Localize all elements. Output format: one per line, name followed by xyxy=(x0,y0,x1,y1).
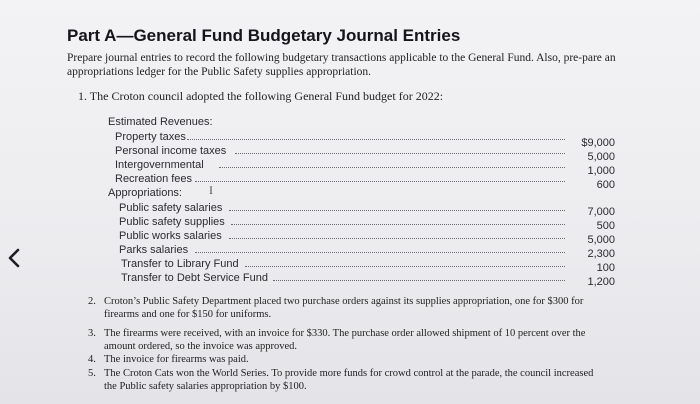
item-number: 4. xyxy=(88,354,96,365)
dot-leader xyxy=(195,181,565,182)
budget-row xyxy=(115,145,615,163)
appropriations-heading: Appropriations: xyxy=(108,187,182,199)
text-cursor-icon: I xyxy=(209,183,213,197)
budget-row-amount: 5,000 xyxy=(587,234,615,246)
budget-row-amount: 600 xyxy=(596,179,615,191)
dot-leader xyxy=(235,153,565,154)
item-text: Croton’s Public Safety Department placed two purchase orders against its supplies appropriation, one for $300 for firearms and one for $150 for uniforms. xyxy=(104,296,584,320)
item-number: 3. xyxy=(88,328,96,339)
dot-leader xyxy=(231,224,565,225)
budget-row xyxy=(119,244,615,260)
item-1-text: 1. The Croton council adopted the following General Fund budget for 2022: xyxy=(78,89,444,103)
budget-table xyxy=(103,112,623,300)
budget-row xyxy=(119,230,615,246)
dot-leader xyxy=(187,139,565,140)
chevron-left-icon xyxy=(6,247,22,269)
budget-row-label: Transfer to Debt Service Fund xyxy=(121,272,268,284)
item-text: The firearms were received, with an invoice for $330. The purchase order allowed shipment of 10 percent over the amount ordered, so the invoice was approved. xyxy=(104,328,586,352)
budget-row xyxy=(121,272,615,288)
item-number: 5. xyxy=(88,368,96,379)
budget-row-amount: 1,000 xyxy=(587,165,615,177)
budget-row xyxy=(119,216,615,232)
budget-row xyxy=(119,202,615,218)
budget-row xyxy=(115,173,615,191)
dot-leader xyxy=(219,167,565,168)
budget-row-amount: 7,000 xyxy=(587,206,615,218)
budget-row-label: Property taxes xyxy=(115,131,186,143)
dot-leader xyxy=(273,280,565,281)
budget-row-label: Public works salaries xyxy=(119,230,222,242)
budget-row xyxy=(121,258,615,274)
budget-row-label: Recreation fees xyxy=(115,173,193,185)
budget-row-amount: 500 xyxy=(596,220,615,232)
dot-leader xyxy=(229,238,565,239)
page-title: Part A—General Fund Budgetary Journal Entries xyxy=(67,26,461,45)
budget-row-amount: $9,000 xyxy=(581,137,615,149)
budget-row-label: Intergovernmental xyxy=(115,159,204,171)
item-number: 2. xyxy=(88,296,96,307)
budget-row xyxy=(115,131,615,149)
budget-row-amount: 100 xyxy=(596,262,615,274)
revenues-heading: Estimated Revenues: xyxy=(108,116,213,128)
item-text: The Croton Cats won the World Series. To provide more funds for crowd control at the parade, the council increased the Public safety salaries appropriation by $100. xyxy=(104,368,594,392)
budget-row-amount: 5,000 xyxy=(587,151,615,163)
budget-row-label: Personal income taxes xyxy=(115,145,227,157)
budget-row xyxy=(115,159,615,177)
dot-leader xyxy=(229,210,565,211)
dot-leader xyxy=(245,266,565,267)
budget-row-label: Public safety salaries xyxy=(119,202,223,214)
back-button[interactable] xyxy=(3,243,25,273)
item-text: The invoice for firearms was paid. xyxy=(104,354,249,365)
instructions-text: Prepare journal entries to record the following budgetary transactions applicable to the General Fund. Also, pre-pare an appropriations ledger for the Public Safety supplies appropriation. xyxy=(67,52,616,78)
budget-row-label: Public safety supplies xyxy=(119,216,225,228)
budget-row-amount: 1,200 xyxy=(587,276,615,288)
dot-leader xyxy=(195,252,565,253)
budget-row-label: Transfer to Library Fund xyxy=(121,258,239,270)
budget-row-amount: 2,300 xyxy=(587,248,615,260)
budget-row-label: Parks salaries xyxy=(119,244,189,256)
